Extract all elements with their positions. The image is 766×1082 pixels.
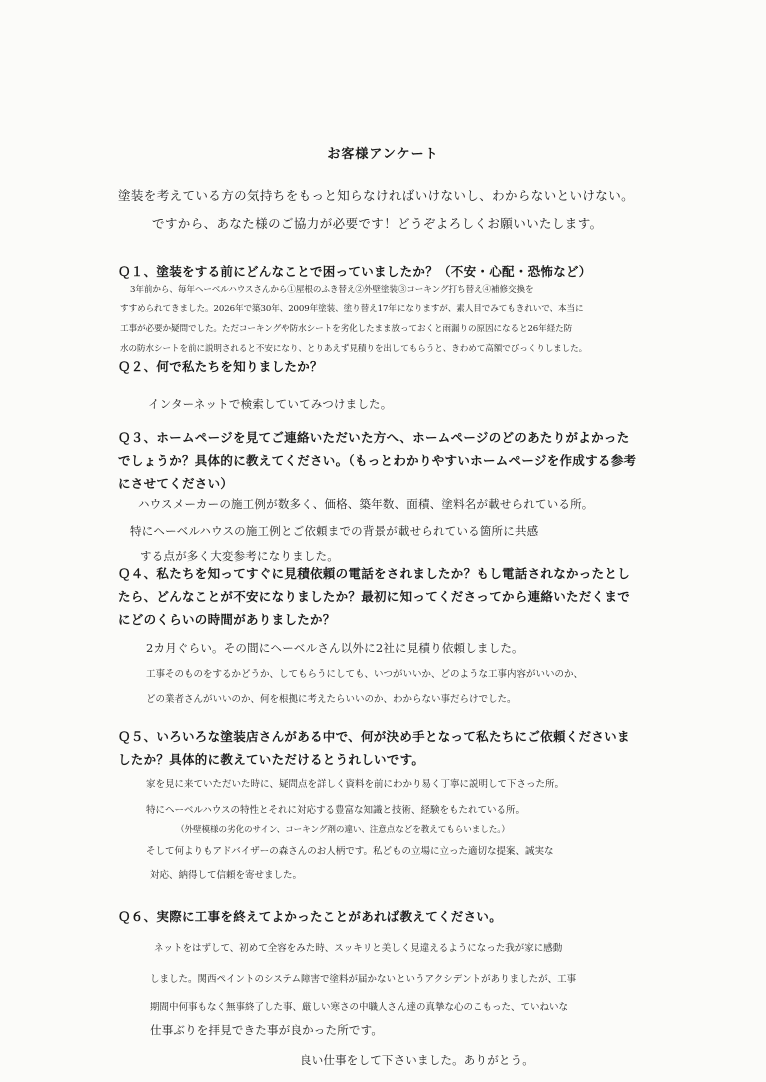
answer-3-line-2: 特にヘーベルハウスの施工例とご依頼までの背景が載せられている箇所に共感 [130,524,539,538]
question-5-line-2: したか？具体的に教えていただけるとうれしいです。 [118,752,425,767]
answer-3-line-3: する点が多く大変参考になりました。 [140,549,339,563]
answer-6-line-3: 期間中何事もなく無事終了した事、厳しい寒さの中職人さん達の真摯な心のこもった、ていねいな [150,1002,569,1013]
question-4-line-2: たら、どんなことが不安になりましたか？最初に知ってくださってから連絡いただくまで [118,589,631,604]
answer-5-line-3: （外壁模様の劣化のサイン、コーキング剤の違い、注意点などを教えてもらいました。） [176,825,510,835]
answer-3-line-1: ハウスメーカーの施工例が数多く、価格、築年数、面積、塗料名が載せられている所。 [138,497,594,511]
question-4-line-3: にどのくらいの時間がありましたか？ [118,612,336,627]
answer-4-line-3: どの業者さんがいいのか、何を根拠に考えたらいいのか、わからない事だらけでした。 [146,694,517,705]
intro-line-1: 塗装を考えている方の気持ちをもっと知らなければいけないし、わからないといけない。 [118,188,635,203]
answer-6-line-4: 仕事ぶりを拝見できた事が良かった所です。 [150,1023,384,1037]
question-3-line-3: にさせてください） [118,476,234,491]
question-2: Ｑ２、何で私たちを知りましたか？ [118,359,323,374]
intro-line-2: ですから、あなた様のご協力が必要です！どうぞよろしくお願いいたします。 [152,216,603,231]
answer-5-line-4: そして何よりもアドバイザーの森さんのお人柄です。私どもの立場に立った適切な提案、誠実な [146,846,554,857]
answer-5-line-2: 特にヘーベルハウスの特性とそれに対応する豊富な知識と技術、経験をもたれている所。 [146,805,526,816]
answer-2-line-1: インターネットで検索していてみつけました。 [148,397,393,411]
answer-4-line-1: 2カ月ぐらい。その間にヘーベルさん以外に2社に見積り依頼しました。 [146,641,524,655]
question-4-line-1: Ｑ４、私たちを知ってすぐに見積依頼の電話をされましたか？もし電話されなかったとし [118,566,631,581]
question-3-line-1: Ｑ３、ホームページを見てご連絡いただいた方へ、ホームページのどのあたりがよかった [118,430,630,445]
question-1: Ｑ１、塗装をする前にどんなことで困っていましたか？（不安・心配・恐怖など） [118,264,592,279]
answer-1-line-4: 水の防水シートを前に説明されると不安になり、とりあえず見積りを出してもらうと、きわめて高額でびっくりしました。 [120,344,588,354]
closing-note: 良い仕事をして下さいました。ありがとう。 [300,1053,534,1067]
answer-1-line-3: 工事が必要か疑問でした。ただコーキングや防水シートを劣化したまま放っておくと雨漏りの原因になると26年経た防 [120,324,573,334]
answer-5-line-5: 対応、納得して信頼を寄せました。 [150,870,303,881]
answer-1-line-2: すすめられてきました。2026年で築30年、2009年塗装、塗り替え17年になりますが、素人目でみてもきれいで、本当に [120,304,584,314]
question-6: Ｑ６、実際に工事を終えてよかったことがあれば教えてください。 [118,909,503,924]
question-3-line-2: でしょうか？具体的に教えてください。（もっとわかりやすいホームページを作成する参考 [118,453,637,468]
answer-1-line-1: 3年前から、毎年ヘーベルハウスさんから①屋根のふき替え②外壁塗装③コーキング打ち替え④補修交換を [130,285,534,295]
page-title: お客様アンケート [327,147,439,162]
answer-5-line-1: 家を見に来ていただいた時に、疑問点を詳しく資料を前にわかり易く丁寧に説明して下さった所。 [146,779,565,790]
answer-4-line-2: 工事そのものをするかどうか、してもらうにしても、いつがいいか、どのような工事内容がいいのか、 [146,669,584,680]
answer-6-line-2: しました。関西ペイントのシステム障害で塗料が届かないというアクシデントがありましたが、工事 [150,974,577,985]
answer-6-line-1: ネットをはずして、初めて全容をみた時、スッキリと美しく見違えるようになった我が家に感動 [154,943,563,954]
question-5-line-1: Ｑ５、いろいろな塗装店さんがある中で、何が決め手となって私たちにご依頼くださいま [118,729,630,744]
